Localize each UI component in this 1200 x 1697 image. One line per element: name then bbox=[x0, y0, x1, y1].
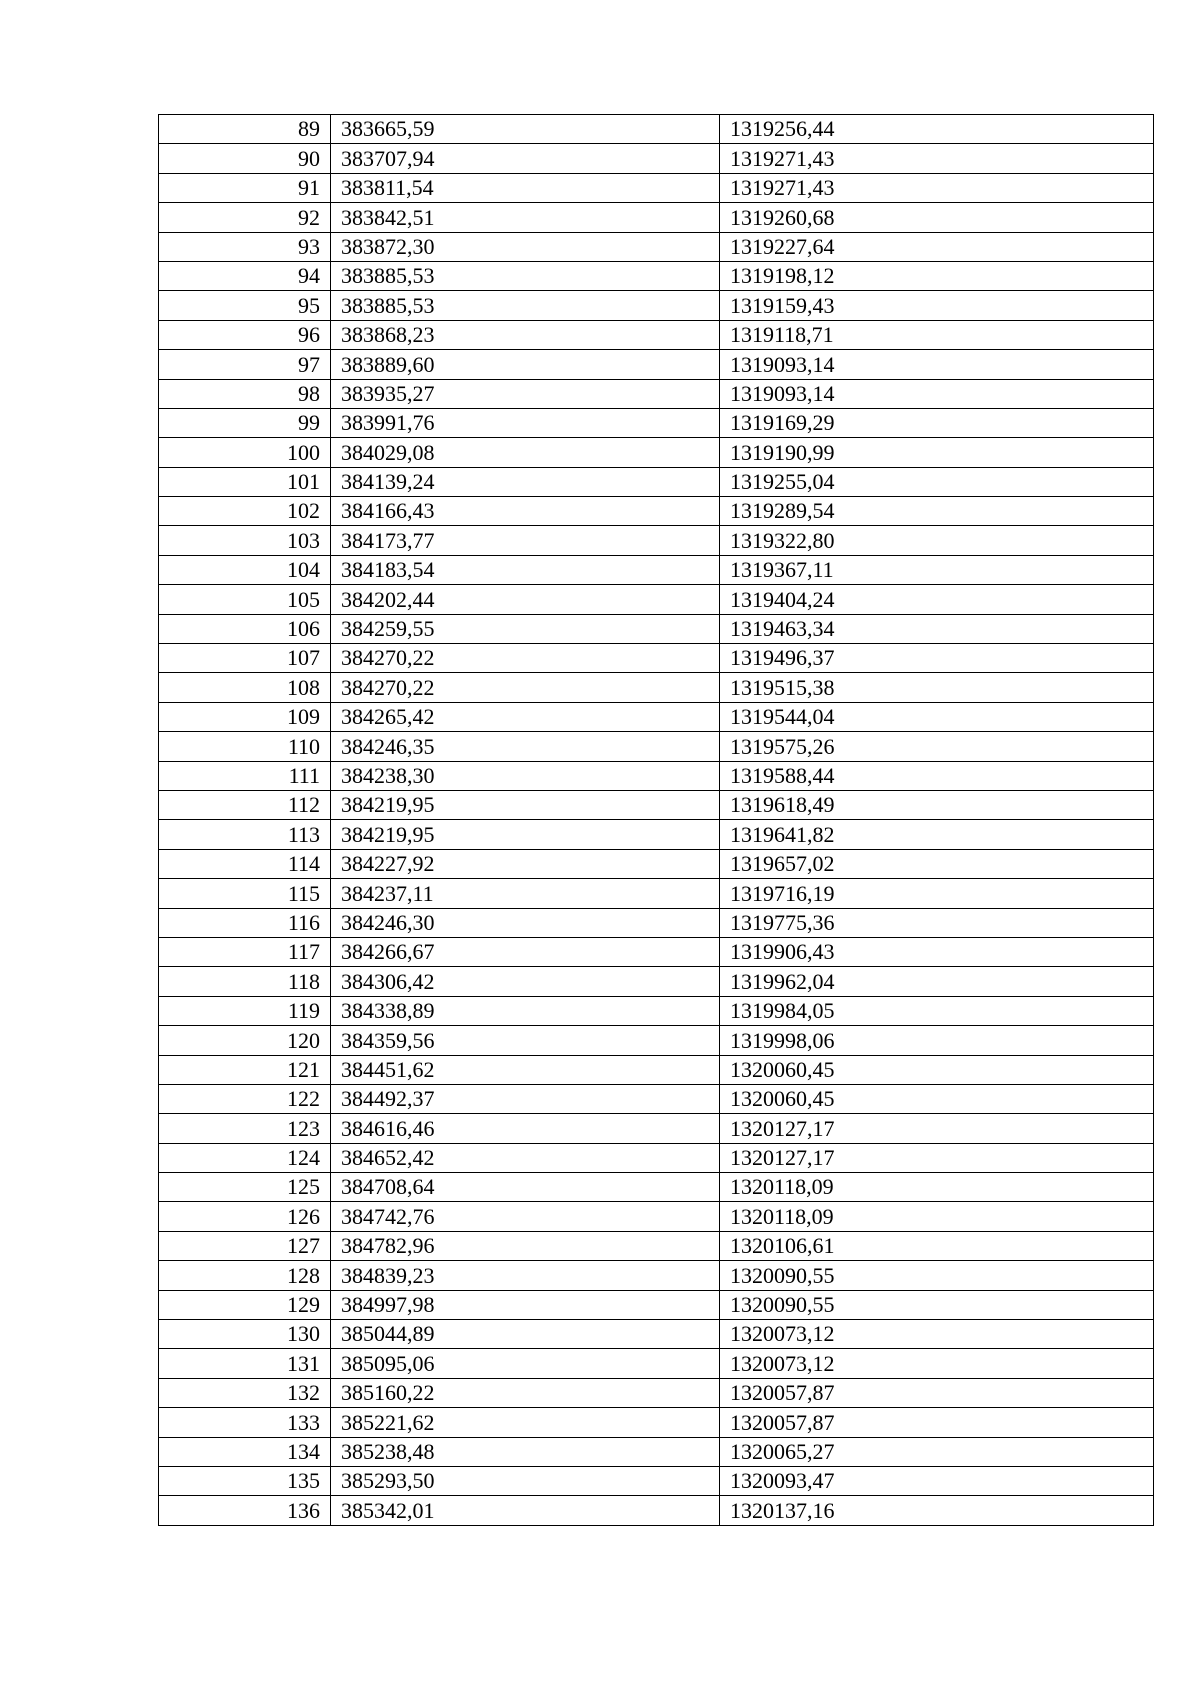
point-number-cell: 109 bbox=[159, 702, 331, 731]
x-coordinate-cell: 384227,92 bbox=[331, 849, 720, 878]
y-coordinate-cell: 1319367,11 bbox=[720, 555, 1154, 584]
table-row bbox=[159, 1202, 1154, 1231]
x-coordinate-cell: 384616,46 bbox=[331, 1114, 720, 1143]
y-coordinate-cell: 1319984,05 bbox=[720, 996, 1154, 1025]
point-number-cell: 131 bbox=[159, 1349, 331, 1378]
point-number-cell: 117 bbox=[159, 937, 331, 966]
y-coordinate-cell: 1319198,12 bbox=[720, 261, 1154, 290]
x-coordinate-cell: 385293,50 bbox=[331, 1466, 720, 1495]
x-coordinate-cell: 384139,24 bbox=[331, 467, 720, 496]
y-coordinate-cell: 1319515,38 bbox=[720, 673, 1154, 702]
point-number-cell: 105 bbox=[159, 585, 331, 614]
x-coordinate-cell: 384265,42 bbox=[331, 702, 720, 731]
x-coordinate-cell: 385238,48 bbox=[331, 1437, 720, 1466]
y-coordinate-cell: 1319906,43 bbox=[720, 937, 1154, 966]
y-coordinate-cell: 1320065,27 bbox=[720, 1437, 1154, 1466]
x-coordinate-cell: 384219,95 bbox=[331, 790, 720, 819]
y-coordinate-cell: 1320057,87 bbox=[720, 1378, 1154, 1407]
x-coordinate-cell: 383842,51 bbox=[331, 203, 720, 232]
table-row bbox=[159, 585, 1154, 614]
x-coordinate-cell: 384306,42 bbox=[331, 967, 720, 996]
table-row bbox=[159, 790, 1154, 819]
y-coordinate-cell: 1319227,64 bbox=[720, 232, 1154, 261]
table-row bbox=[159, 261, 1154, 290]
table-row bbox=[159, 1496, 1154, 1525]
x-coordinate-cell: 384338,89 bbox=[331, 996, 720, 1025]
y-coordinate-cell: 1319322,80 bbox=[720, 526, 1154, 555]
y-coordinate-cell: 1319190,99 bbox=[720, 438, 1154, 467]
table-row bbox=[159, 291, 1154, 320]
y-coordinate-cell: 1320127,17 bbox=[720, 1143, 1154, 1172]
table-row bbox=[159, 1055, 1154, 1084]
point-number-cell: 125 bbox=[159, 1173, 331, 1202]
y-coordinate-cell: 1320137,16 bbox=[720, 1496, 1154, 1525]
x-coordinate-cell: 384742,76 bbox=[331, 1202, 720, 1231]
y-coordinate-cell: 1319093,14 bbox=[720, 379, 1154, 408]
table-row bbox=[159, 644, 1154, 673]
point-number-cell: 132 bbox=[159, 1378, 331, 1407]
point-number-cell: 124 bbox=[159, 1143, 331, 1172]
x-coordinate-cell: 383868,23 bbox=[331, 320, 720, 349]
table-row bbox=[159, 1437, 1154, 1466]
point-number-cell: 92 bbox=[159, 203, 331, 232]
y-coordinate-cell: 1319118,71 bbox=[720, 320, 1154, 349]
y-coordinate-cell: 1320118,09 bbox=[720, 1202, 1154, 1231]
point-number-cell: 119 bbox=[159, 996, 331, 1025]
x-coordinate-cell: 384183,54 bbox=[331, 555, 720, 584]
point-number-cell: 112 bbox=[159, 790, 331, 819]
x-coordinate-cell: 384166,43 bbox=[331, 497, 720, 526]
x-coordinate-cell: 384492,37 bbox=[331, 1084, 720, 1113]
x-coordinate-cell: 385221,62 bbox=[331, 1408, 720, 1437]
table-row bbox=[159, 1349, 1154, 1378]
x-coordinate-cell: 383872,30 bbox=[331, 232, 720, 261]
point-number-cell: 95 bbox=[159, 291, 331, 320]
point-number-cell: 136 bbox=[159, 1496, 331, 1525]
x-coordinate-cell: 384266,67 bbox=[331, 937, 720, 966]
table-row bbox=[159, 497, 1154, 526]
point-number-cell: 101 bbox=[159, 467, 331, 496]
table-row bbox=[159, 408, 1154, 437]
x-coordinate-cell: 384997,98 bbox=[331, 1290, 720, 1319]
x-coordinate-cell: 383889,60 bbox=[331, 350, 720, 379]
point-number-cell: 103 bbox=[159, 526, 331, 555]
y-coordinate-cell: 1319159,43 bbox=[720, 291, 1154, 320]
y-coordinate-cell: 1320073,12 bbox=[720, 1320, 1154, 1349]
point-number-cell: 111 bbox=[159, 761, 331, 790]
table-row bbox=[159, 115, 1154, 144]
y-coordinate-cell: 1319255,04 bbox=[720, 467, 1154, 496]
table-row bbox=[159, 614, 1154, 643]
x-coordinate-cell: 385044,89 bbox=[331, 1320, 720, 1349]
table-row bbox=[159, 1261, 1154, 1290]
x-coordinate-cell: 384451,62 bbox=[331, 1055, 720, 1084]
x-coordinate-cell: 383885,53 bbox=[331, 291, 720, 320]
y-coordinate-cell: 1319544,04 bbox=[720, 702, 1154, 731]
y-coordinate-cell: 1319404,24 bbox=[720, 585, 1154, 614]
point-number-cell: 102 bbox=[159, 497, 331, 526]
table-row bbox=[159, 1026, 1154, 1055]
x-coordinate-cell: 384173,77 bbox=[331, 526, 720, 555]
point-number-cell: 108 bbox=[159, 673, 331, 702]
y-coordinate-cell: 1320073,12 bbox=[720, 1349, 1154, 1378]
x-coordinate-cell: 385342,01 bbox=[331, 1496, 720, 1525]
x-coordinate-cell: 384652,42 bbox=[331, 1143, 720, 1172]
point-number-cell: 129 bbox=[159, 1290, 331, 1319]
table-row bbox=[159, 996, 1154, 1025]
table-row bbox=[159, 908, 1154, 937]
point-number-cell: 91 bbox=[159, 173, 331, 202]
x-coordinate-cell: 384219,95 bbox=[331, 820, 720, 849]
x-coordinate-cell: 383811,54 bbox=[331, 173, 720, 202]
x-coordinate-cell: 384782,96 bbox=[331, 1231, 720, 1260]
table-row bbox=[159, 820, 1154, 849]
table-row bbox=[159, 702, 1154, 731]
x-coordinate-cell: 384270,22 bbox=[331, 673, 720, 702]
table-row bbox=[159, 849, 1154, 878]
y-coordinate-cell: 1319962,04 bbox=[720, 967, 1154, 996]
y-coordinate-cell: 1319271,43 bbox=[720, 173, 1154, 202]
table-row bbox=[159, 1378, 1154, 1407]
table-row bbox=[159, 1084, 1154, 1113]
table-row bbox=[159, 350, 1154, 379]
x-coordinate-cell: 384839,23 bbox=[331, 1261, 720, 1290]
table-row bbox=[159, 1320, 1154, 1349]
point-number-cell: 106 bbox=[159, 614, 331, 643]
table-row bbox=[159, 879, 1154, 908]
point-number-cell: 128 bbox=[159, 1261, 331, 1290]
point-number-cell: 133 bbox=[159, 1408, 331, 1437]
table-row bbox=[159, 1173, 1154, 1202]
point-number-cell: 135 bbox=[159, 1466, 331, 1495]
point-number-cell: 127 bbox=[159, 1231, 331, 1260]
y-coordinate-cell: 1320118,09 bbox=[720, 1173, 1154, 1202]
table-row bbox=[159, 203, 1154, 232]
y-coordinate-cell: 1319463,34 bbox=[720, 614, 1154, 643]
y-coordinate-cell: 1320106,61 bbox=[720, 1231, 1154, 1260]
table-row bbox=[159, 732, 1154, 761]
point-number-cell: 115 bbox=[159, 879, 331, 908]
x-coordinate-cell: 385095,06 bbox=[331, 1349, 720, 1378]
x-coordinate-cell: 384238,30 bbox=[331, 761, 720, 790]
y-coordinate-cell: 1320090,55 bbox=[720, 1290, 1154, 1319]
point-number-cell: 126 bbox=[159, 1202, 331, 1231]
x-coordinate-cell: 383991,76 bbox=[331, 408, 720, 437]
x-coordinate-cell: 384237,11 bbox=[331, 879, 720, 908]
table-row bbox=[159, 438, 1154, 467]
point-number-cell: 121 bbox=[159, 1055, 331, 1084]
y-coordinate-cell: 1319657,02 bbox=[720, 849, 1154, 878]
table-row bbox=[159, 232, 1154, 261]
point-number-cell: 93 bbox=[159, 232, 331, 261]
y-coordinate-cell: 1319775,36 bbox=[720, 908, 1154, 937]
table-row bbox=[159, 555, 1154, 584]
x-coordinate-cell: 384359,56 bbox=[331, 1026, 720, 1055]
x-coordinate-cell: 383707,94 bbox=[331, 144, 720, 173]
x-coordinate-cell: 384246,35 bbox=[331, 732, 720, 761]
point-number-cell: 96 bbox=[159, 320, 331, 349]
y-coordinate-cell: 1319093,14 bbox=[720, 350, 1154, 379]
table-row bbox=[159, 937, 1154, 966]
y-coordinate-cell: 1319496,37 bbox=[720, 644, 1154, 673]
x-coordinate-cell: 384246,30 bbox=[331, 908, 720, 937]
y-coordinate-cell: 1320090,55 bbox=[720, 1261, 1154, 1290]
table-row bbox=[159, 320, 1154, 349]
point-number-cell: 104 bbox=[159, 555, 331, 584]
table-row bbox=[159, 1466, 1154, 1495]
point-number-cell: 122 bbox=[159, 1084, 331, 1113]
table-row bbox=[159, 1231, 1154, 1260]
point-number-cell: 90 bbox=[159, 144, 331, 173]
x-coordinate-cell: 385160,22 bbox=[331, 1378, 720, 1407]
point-number-cell: 107 bbox=[159, 644, 331, 673]
table-row bbox=[159, 173, 1154, 202]
y-coordinate-cell: 1320060,45 bbox=[720, 1055, 1154, 1084]
y-coordinate-cell: 1319618,49 bbox=[720, 790, 1154, 819]
table-row bbox=[159, 1290, 1154, 1319]
y-coordinate-cell: 1320057,87 bbox=[720, 1408, 1154, 1437]
table-row bbox=[159, 673, 1154, 702]
point-number-cell: 98 bbox=[159, 379, 331, 408]
y-coordinate-cell: 1319256,44 bbox=[720, 115, 1154, 144]
table-row bbox=[159, 1143, 1154, 1172]
point-number-cell: 113 bbox=[159, 820, 331, 849]
table-row bbox=[159, 1114, 1154, 1143]
y-coordinate-cell: 1319998,06 bbox=[720, 1026, 1154, 1055]
point-number-cell: 110 bbox=[159, 732, 331, 761]
point-number-cell: 100 bbox=[159, 438, 331, 467]
point-number-cell: 114 bbox=[159, 849, 331, 878]
table-row bbox=[159, 467, 1154, 496]
table-row bbox=[159, 526, 1154, 555]
x-coordinate-cell: 384270,22 bbox=[331, 644, 720, 673]
table-row bbox=[159, 379, 1154, 408]
table-row bbox=[159, 1408, 1154, 1437]
table-row bbox=[159, 967, 1154, 996]
x-coordinate-cell: 383665,59 bbox=[331, 115, 720, 144]
y-coordinate-cell: 1319588,44 bbox=[720, 761, 1154, 790]
point-number-cell: 123 bbox=[159, 1114, 331, 1143]
table-row bbox=[159, 144, 1154, 173]
y-coordinate-cell: 1319641,82 bbox=[720, 820, 1154, 849]
y-coordinate-cell: 1320093,47 bbox=[720, 1466, 1154, 1495]
point-number-cell: 99 bbox=[159, 408, 331, 437]
point-number-cell: 120 bbox=[159, 1026, 331, 1055]
y-coordinate-cell: 1319271,43 bbox=[720, 144, 1154, 173]
point-number-cell: 130 bbox=[159, 1320, 331, 1349]
y-coordinate-cell: 1319289,54 bbox=[720, 497, 1154, 526]
y-coordinate-cell: 1319169,29 bbox=[720, 408, 1154, 437]
x-coordinate-cell: 384202,44 bbox=[331, 585, 720, 614]
y-coordinate-cell: 1319716,19 bbox=[720, 879, 1154, 908]
coordinates-table-body bbox=[159, 115, 1154, 1526]
coordinates-table bbox=[158, 114, 1154, 1526]
point-number-cell: 97 bbox=[159, 350, 331, 379]
point-number-cell: 89 bbox=[159, 115, 331, 144]
y-coordinate-cell: 1320127,17 bbox=[720, 1114, 1154, 1143]
x-coordinate-cell: 383935,27 bbox=[331, 379, 720, 408]
table-row bbox=[159, 761, 1154, 790]
point-number-cell: 134 bbox=[159, 1437, 331, 1466]
y-coordinate-cell: 1319575,26 bbox=[720, 732, 1154, 761]
x-coordinate-cell: 383885,53 bbox=[331, 261, 720, 290]
x-coordinate-cell: 384259,55 bbox=[331, 614, 720, 643]
y-coordinate-cell: 1319260,68 bbox=[720, 203, 1154, 232]
point-number-cell: 116 bbox=[159, 908, 331, 937]
y-coordinate-cell: 1320060,45 bbox=[720, 1084, 1154, 1113]
point-number-cell: 118 bbox=[159, 967, 331, 996]
point-number-cell: 94 bbox=[159, 261, 331, 290]
x-coordinate-cell: 384029,08 bbox=[331, 438, 720, 467]
x-coordinate-cell: 384708,64 bbox=[331, 1173, 720, 1202]
